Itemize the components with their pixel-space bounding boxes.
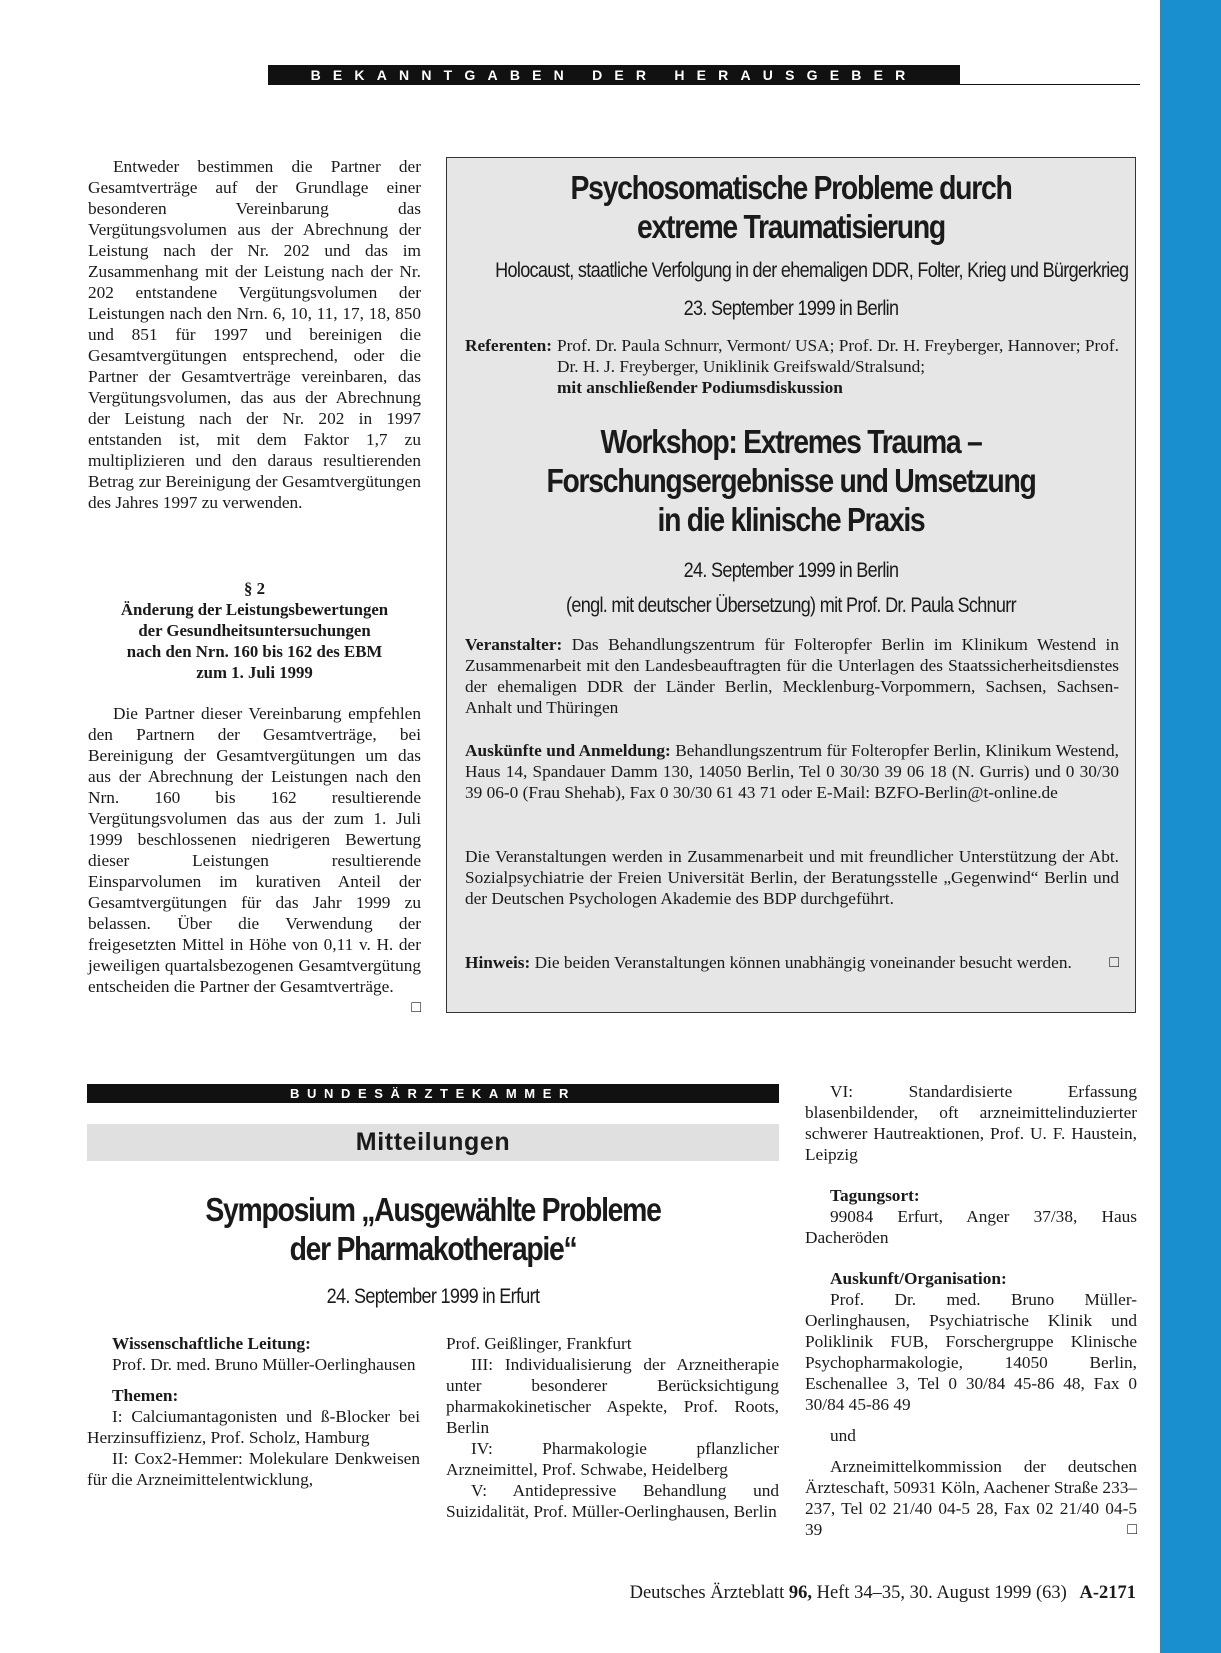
event-1-subtitle: Holocaust, staatliche Verfolgung in der ehemaligen DDR, Folter, Krieg und Bürgerkrieg [495,259,1129,282]
referenten-block [465,335,1119,398]
referenten-text: Prof. Dr. Paula Schnurr, Vermont/ USA; Prof. Dr. H. Freyberger, Hannover; Prof. Dr. H. J. Freyberger, Uniklinik Greifswald/Stralsund; [557,336,1119,376]
end-square-icon: □ [1109,954,1119,971]
referenten-label: Referenten: [465,336,553,355]
thema-item: II: Cox2-Hemmer: Molekulare Denkweisen für die Arzneimittelentwicklung, [87,1449,420,1489]
paragraph-empfehlung [88,703,421,1016]
referenten-content [557,335,1119,398]
symposium-title-line: Symposium „Ausgewählte Probleme [205,1191,661,1228]
event-2-title [447,422,1135,539]
event-1-title [447,168,1135,246]
podium-note: mit anschließender Podiumsdiskussion [557,378,843,397]
symposium-date: 24. September 1999 in Erfurt [326,1285,540,1308]
event-2-subtitle: (engl. mit deutscher Übersetzung) mit Prof. Dr. Paula Schnurr [566,594,1016,617]
leitung-label: Wissenschaftliche Leitung: [112,1334,311,1353]
anmeldung-block [465,740,1119,803]
left-column-bottom [88,703,421,1018]
symposium-column-1 [87,1333,420,1490]
leitung-text: Prof. Dr. med. Bruno Müller-Oerlinghausen [112,1355,416,1374]
section-heading-2 [88,578,421,683]
thema-item: Prof. Geißlinger, Frankfurt [446,1334,632,1353]
event-1-date: 23. September 1999 in Berlin [683,297,899,320]
subsection-mitteilungen: Mitteilungen [87,1124,779,1161]
page-footer [580,1582,1136,1604]
event-title-line: Psychosomatische Probleme durch [570,169,1012,206]
event-title-line: Forschungsergebnisse und Umsetzung [546,462,1036,499]
symposium-column-3 [805,1081,1137,1540]
thema-item: VI: Standardisierte Erfassung blasenbildender, oft arzneimittelinduzierter schwerer Hautreaktionen, Prof. U. F. Haustein, Leipzig [805,1082,1137,1164]
hinweis-text: Die beiden Veranstaltungen können unabhängig voneinander besucht werden. [534,953,1072,972]
page-edge-strip [1160,0,1221,1653]
thema-item: I: Calciumantagonisten und ß-Blocker bei Herzinsuffizienz, Prof. Scholz, Hamburg [87,1407,420,1447]
event-2-date: 24. September 1999 in Berlin [683,559,899,582]
thema-item: V: Antidepressive Behandlung und Suizidalität, Prof. Müller-Oerlinghausen, Berlin [446,1481,779,1521]
left-column-top [88,156,421,513]
section-number: § 2 [244,579,265,598]
anmeldung-text: Behandlungszentrum für Folteropfer Berlin, Klinikum Westend, Haus 14, Spandauer Damm 130, 14050 Berlin, Tel 0 30/30 39 06 18 (N. Gurris) und 0 30/30 39 06-0 (Frau Shehab), Fax 0 30/30 61 43 71 oder E-Mail: BZFO-Berlin@t-online.de [465,741,1119,802]
section-banner-bundesaerztekammer: BUNDESÄRZTEKAMMER [87,1084,779,1103]
veranstalter-label: Veranstalter: [465,635,563,654]
thema-item: IV: Pharmakologie pflanzlicher Arzneimittel, Prof. Schwabe, Heidelberg [446,1439,779,1479]
cooperation-block: Die Veranstaltungen werden in Zusammenarbeit und mit freundlicher Unterstützung der Abt. Sozialpsychiatrie der Freien Universität Berlin, der Beratungsstelle „Gegenwind“ Berlin und der Deutschen Psychologen Akademie des BDP durchgeführt. [465,847,1119,908]
symposium-column-2 [446,1333,779,1522]
symposium-title-line: der Pharmakotherapie“ [289,1230,577,1267]
section-banner-herausgeber: BEKANNTGABEN DER HERAUSGEBER [268,65,960,85]
hinweis-label: Hinweis: [465,953,531,972]
symposium-title [87,1190,779,1268]
thema-item: III: Individualisierung der Arzneitherapie unter besonderer Berücksichtigung pharmakokinetischer Aspekte, Prof. Roots, Berlin [446,1355,779,1437]
akdae-text [805,1456,1137,1540]
akdae-content: Arzneimittelkommission der deutschen Ärzteschaft, 50931 Köln, Aachener Straße 233–237, Tel 02 21/40 04-5 28, Fax 02 21/40 04-5 39 [805,1457,1137,1539]
section-heading-line: nach den Nrn. 160 bis 162 des EBM [126,642,383,661]
anmeldung-label: Auskünfte und Anmeldung: [465,741,671,760]
veranstalter-block [465,634,1119,718]
tagungsort-text: 99084 Erfurt, Anger 37/38, Haus Dacheröden [805,1207,1137,1247]
event-title-line: extreme Traumatisierung [637,208,945,245]
page-number: A-2171 [1079,1583,1136,1603]
section-heading-line: der Gesundheitsuntersuchungen [138,621,371,640]
organisation-label: Auskunft/Organisation: [830,1269,1007,1288]
event-announcement-box [446,157,1136,1013]
section-heading-line: Änderung der Leistungsbewertungen [120,600,389,619]
journal-volume: 96, [788,1583,812,1603]
end-square-icon: □ [411,999,421,1016]
event-title-line: Workshop: Extremes Trauma – [600,423,982,460]
issue-info: Heft 34–35, 30. August 1999 (63) [816,1583,1067,1603]
end-square-icon: □ [1127,1521,1137,1538]
tagungsort-label: Tagungsort: [830,1186,920,1205]
header-rule [268,84,1140,85]
section-heading-line: zum 1. Juli 1999 [196,663,313,682]
event-title-line: in die klinische Praxis [657,501,925,538]
themen-label: Themen: [112,1386,179,1405]
paragraph-bereinigung: Entweder bestimmen die Partner der Gesamtverträge auf der Grundlage einer besonderen Vereinbarung das Vergütungsvolumen aus der Abrechnung der Leistung nach der Nr. 202 und das im Zusammenhang mit der Leistung nach der Nr. 202 entstandene Vergütungsvolumen der Leistungen nach den Nrn. 6, 10, 11, 17, 18, 850 und 851 für 1997 und bereinigen die Gesamtvergütungen entsprechend, oder die Partner der Gesamtverträge vereinbaren, das Vergütungsvolumen, das aus der Abrechnung der Leistung nach der Nr. 202 in 1997 entstanden ist, mit dem Faktor 1,7 zu multiplizieren und den daraus resultierenden Betrag zur Bereinigung der Gesamtvergütungen des Jahres 1997 zu verwenden. [88,157,421,512]
organisation-text: Prof. Dr. med. Bruno Müller-Oerlinghausen, Psychiatrische Klinik und Poliklinik FUB, Forschergruppe Klinische Psychopharmakologie, 14050 Berlin, Eschenallee 3, Tel 0 30/84 45-86 48, Fax 0 30/84 45-86 49 [805,1290,1137,1414]
journal-name: Deutsches Ärzteblatt [629,1583,785,1603]
und-text: und [830,1426,856,1445]
paragraph-text: Die Partner dieser Vereinbarung empfehlen den Partnern der Gesamtverträge, bei Bereinigung der Gesamtvergütungen um das aus der Abrechnung der Leistungen nach den Nrn. 160 bis 162 resultierende Vergütungsvolumen das aus der zum 1. Juli 1999 beschlossenen niedrigeren Bewertung dieser Leistungen resultierende Einsparvolumen im kurativen Anteil der Gesamtvergütungen für das Jahr 1999 zu belassen. Über die Verwendung der freigesetzten Mittel in Höhe von 0,11 v. H. der jeweiligen quartalsbezogenen Gesamtvergütung entscheiden die Partner der Gesamtverträge. [88,704,421,996]
veranstalter-text: Das Behandlungszentrum für Folteropfer Berlin im Klinikum Westend in Zusammenarbeit mit den Landesbeauftragten für die Unterlagen des Staatssicherheitsdienstes der ehemaligen DDR der Länder Berlin, Mecklenburg-Vorpommern, Sachsen, Sachsen-Anhalt und Thüringen [465,635,1119,717]
hinweis-block [465,952,1119,973]
